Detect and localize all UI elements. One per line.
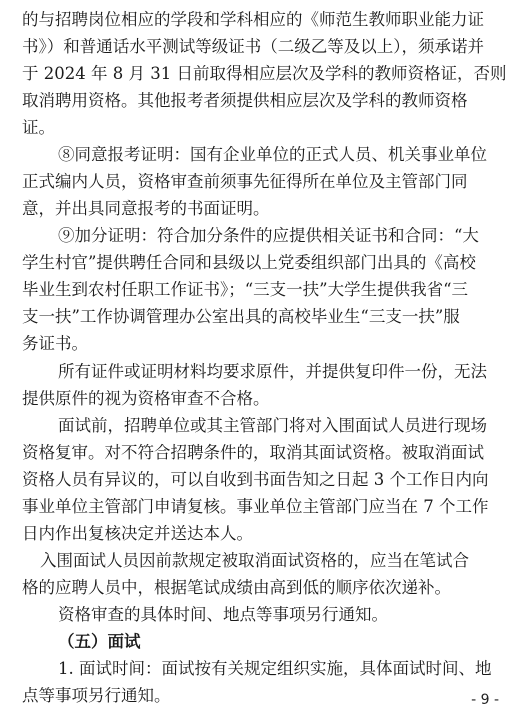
text-line: 提供原件的视为资格审查不合格。	[22, 388, 270, 408]
text-line: 所有证件或证明材料均要求原件，并提供复印件一份，无法	[58, 361, 487, 381]
text-line: 于 2024 年 8 月 31 日前取得相应层次及学科的教师资格证，否则	[22, 64, 507, 84]
text-line: 务证书。	[22, 334, 88, 354]
text-line: 点等事项另行通知。	[22, 686, 171, 705]
text-line: 毕业生到农村任职工作证书》；“三支一扶”大学生提供我省“三	[22, 280, 469, 300]
text-line: 资格审查的具体时间、地点等事项另行通知。	[58, 604, 388, 624]
text-line: 正式编内人员，资格审查前须事先征得所在单位及主管部门同	[22, 172, 468, 192]
section-heading: （五）面试	[58, 631, 141, 651]
text-line: 的与招聘岗位相应的学段和学科相应的《师范生教师职业能力证	[22, 10, 484, 29]
text-line: 格的应聘人员中，根据笔试成绩由高到低的顺序依次递补。	[22, 577, 451, 597]
text-line: 资格人员有异议的，可以自收到书面告知之日起 3 个工作日内向	[22, 469, 489, 489]
page-number: - 9 -	[471, 692, 499, 708]
text-line: 1. 面试时间：面试按有关规定组织实施，具体面试时间、地	[58, 658, 492, 678]
text-line: 取消聘用资格。其他报考者须提供相应层次及学科的教师资格	[22, 91, 468, 111]
text-line: 事业单位主管部门申请复核。事业单位主管部门应当在 7 个工作	[22, 496, 489, 516]
text-line: 支一扶”工作协调管理办公室出具的高校毕业生“三支一扶”服	[22, 307, 460, 327]
text-line: 面试前，招聘单位或其主管部门将对入围面试人员进行现场	[58, 415, 487, 435]
text-line: 入围面试人员因前款规定被取消面试资格的，应当在笔试合	[40, 550, 469, 570]
text-line: 意，并出具同意报考的书面证明。	[22, 199, 270, 219]
text-line: ⑧同意报考证明：国有企业单位的正式人员、机关事业单位	[58, 145, 487, 165]
text-line: 学生村官”提供聘任合同和县级以上党委组织部门出具的《高校	[22, 253, 476, 273]
text-line: 日内作出复核决定并送达本人。	[22, 523, 253, 543]
text-line: 证。	[22, 118, 55, 138]
text-line: ⑨加分证明：符合加分条件的应提供相关证书和合同：“大	[58, 226, 479, 246]
text-line: 资格复审。对不符合招聘条件的，取消其面试资格。被取消面试	[22, 442, 484, 462]
text-line: 书》）和普通话水平测试等级证书（二级乙等及以上），须承诺并	[22, 37, 484, 57]
